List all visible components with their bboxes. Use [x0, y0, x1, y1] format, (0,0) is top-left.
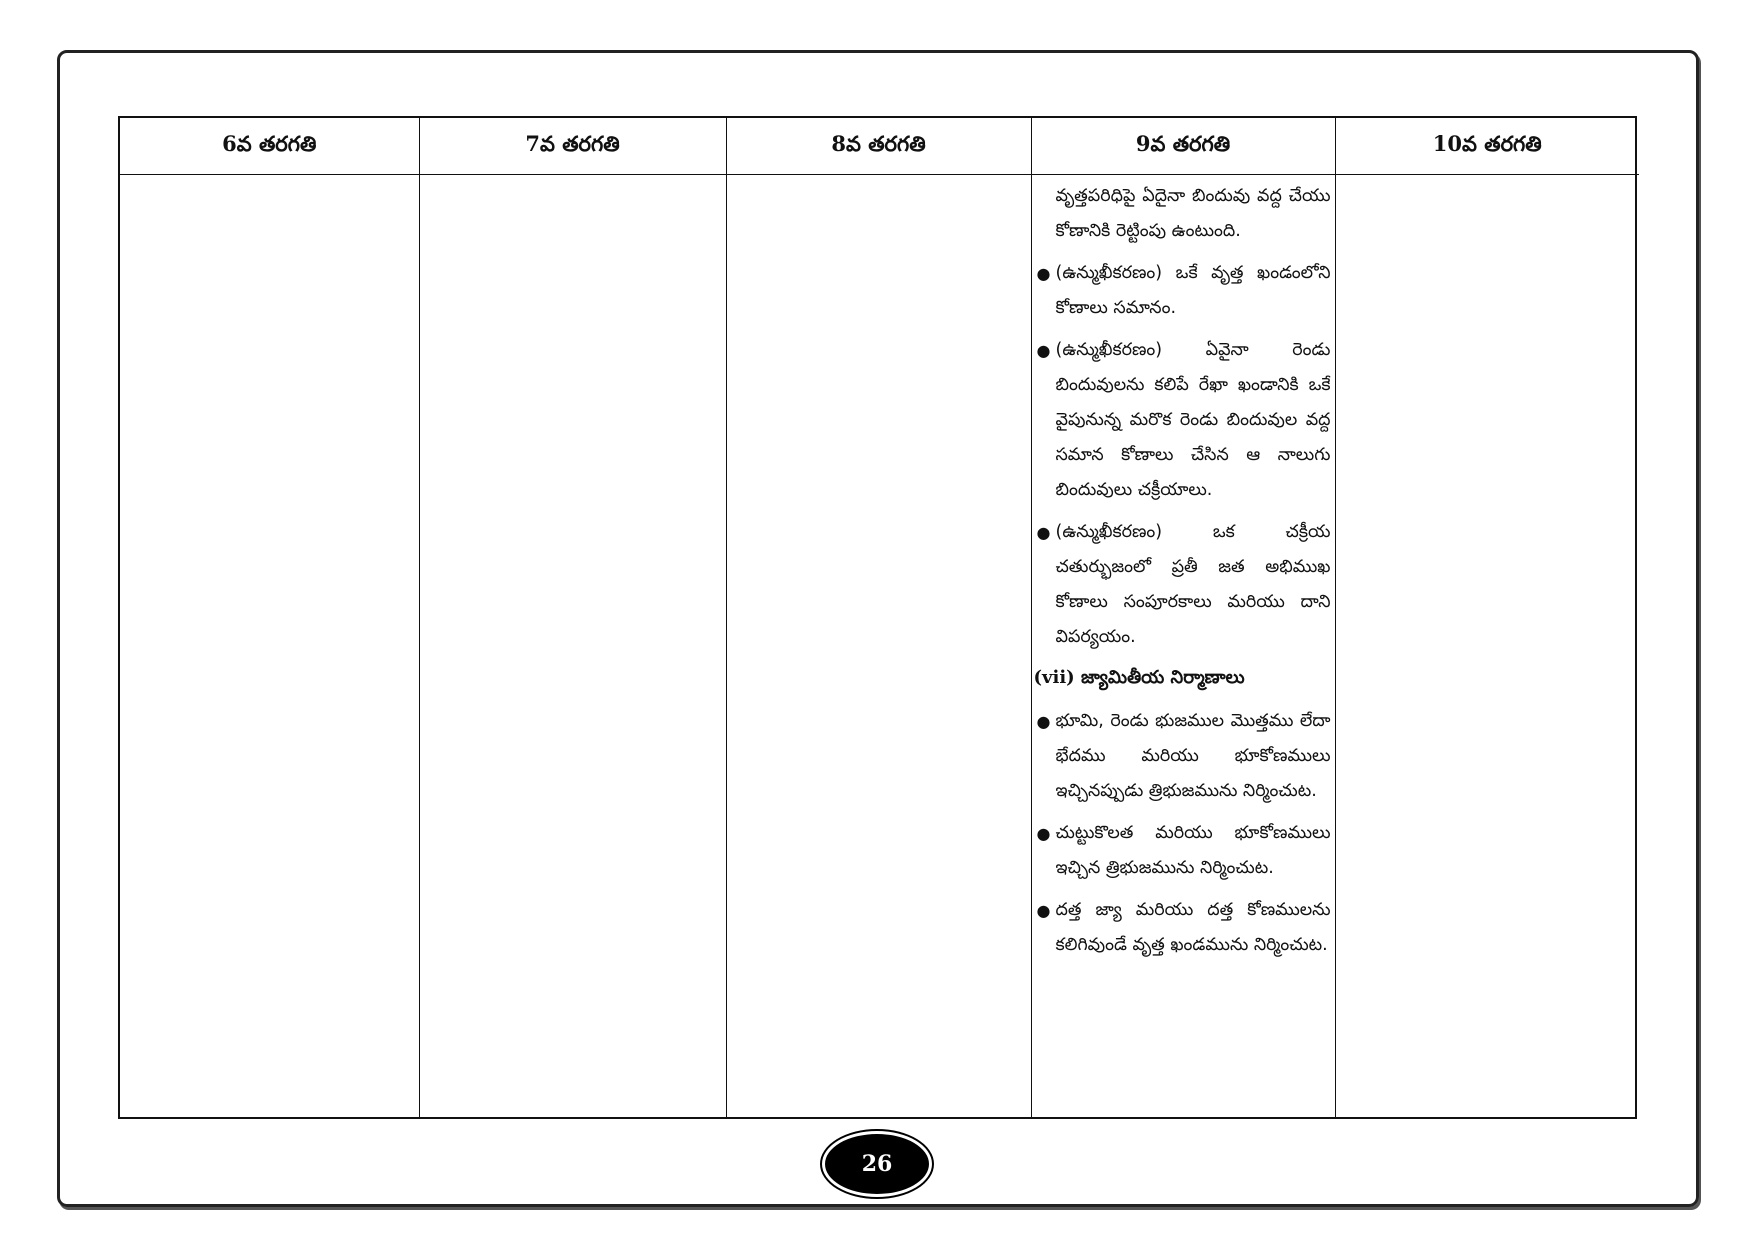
list-item	[1034, 893, 1331, 963]
list-item	[1034, 704, 1331, 809]
list-item-text: చుట్టుకొలత మరియు భూకోణములు ఇచ్చిన త్రిభుజమును నిర్మించుట.	[1055, 823, 1331, 878]
bullet-icon: ●	[1036, 523, 1051, 542]
header-class-9: 9వ తరగతి	[1031, 118, 1335, 175]
cell-class-7	[419, 175, 726, 1118]
header-class-8: 8వ తరగతి	[726, 118, 1031, 175]
bullet-icon: ●	[1036, 264, 1051, 283]
list-item-text: దత్త జ్యా మరియు దత్త కోణములను కలిగివుండే వృత్త ఖండమును నిర్మించుట.	[1055, 900, 1331, 955]
header-class-7: 7వ తరగతి	[419, 118, 726, 175]
list-item-text: భూమి, రెండు భుజముల మొత్తము లేదా భేదము మరియు భూకోణములు ఇచ్చినప్పుడు త్రిభుజమును నిర్మించుట.	[1055, 711, 1331, 801]
page-number-badge: 26	[822, 1131, 932, 1197]
list-item	[1034, 816, 1331, 886]
bullet-icon: ●	[1036, 901, 1051, 920]
section-heading	[1034, 662, 1331, 694]
cell-class-6	[120, 175, 419, 1118]
list-item-text: (ఉన్ముఖీకరణం) ఒకే వృత్త ఖండంలోని కోణాలు సమానం.	[1055, 263, 1331, 318]
list-item	[1034, 256, 1331, 326]
syllabus-table-container	[118, 116, 1637, 1119]
syllabus-table	[120, 118, 1639, 1117]
bullet-icon: ●	[1036, 712, 1051, 731]
theorem-list	[1034, 256, 1331, 655]
content-row	[120, 175, 1639, 1118]
header-class-10: 10వ తరగతి	[1335, 118, 1639, 175]
class-9-content	[1032, 175, 1335, 963]
list-item-text: (ఉన్ముఖీకరణం) ఏవైనా రెండు బిందువులను కలిపే రేఖా ఖండానికి ఒకే వైపునున్న మరొక రెండు బిందువుల వద్ద సమాన కోణాలు చేసిన ఆ నాలుగు బిందువులు చక్రీయాలు.	[1055, 340, 1331, 500]
list-item	[1034, 333, 1331, 508]
continuation-text: వృత్తపరిధిపై ఏదైనా బిందువు వద్ద చేయు కోణానికి రెట్టింపు ఉంటుంది.	[1055, 186, 1331, 241]
section-title: జ్యామితీయ నిర్మాణాలు	[1080, 667, 1245, 688]
list-item	[1034, 515, 1331, 655]
bullet-icon: ●	[1036, 824, 1051, 843]
header-class-6: 6వ తరగతి	[120, 118, 419, 175]
list-item-text: (ఉన్ముఖీకరణం) ఒక చక్రీయ చతుర్భుజంలో ప్రతీ జత అభిముఖ కోణాలు సంపూరకాలు మరియు దాని విపర్యయం.	[1055, 522, 1331, 647]
header-row	[120, 118, 1639, 175]
section-number: (vii)	[1033, 667, 1075, 688]
cell-class-8	[726, 175, 1031, 1118]
cell-class-9	[1031, 175, 1335, 1118]
bullet-icon: ●	[1036, 341, 1051, 360]
cell-class-10	[1335, 175, 1639, 1118]
construction-list	[1034, 704, 1331, 963]
